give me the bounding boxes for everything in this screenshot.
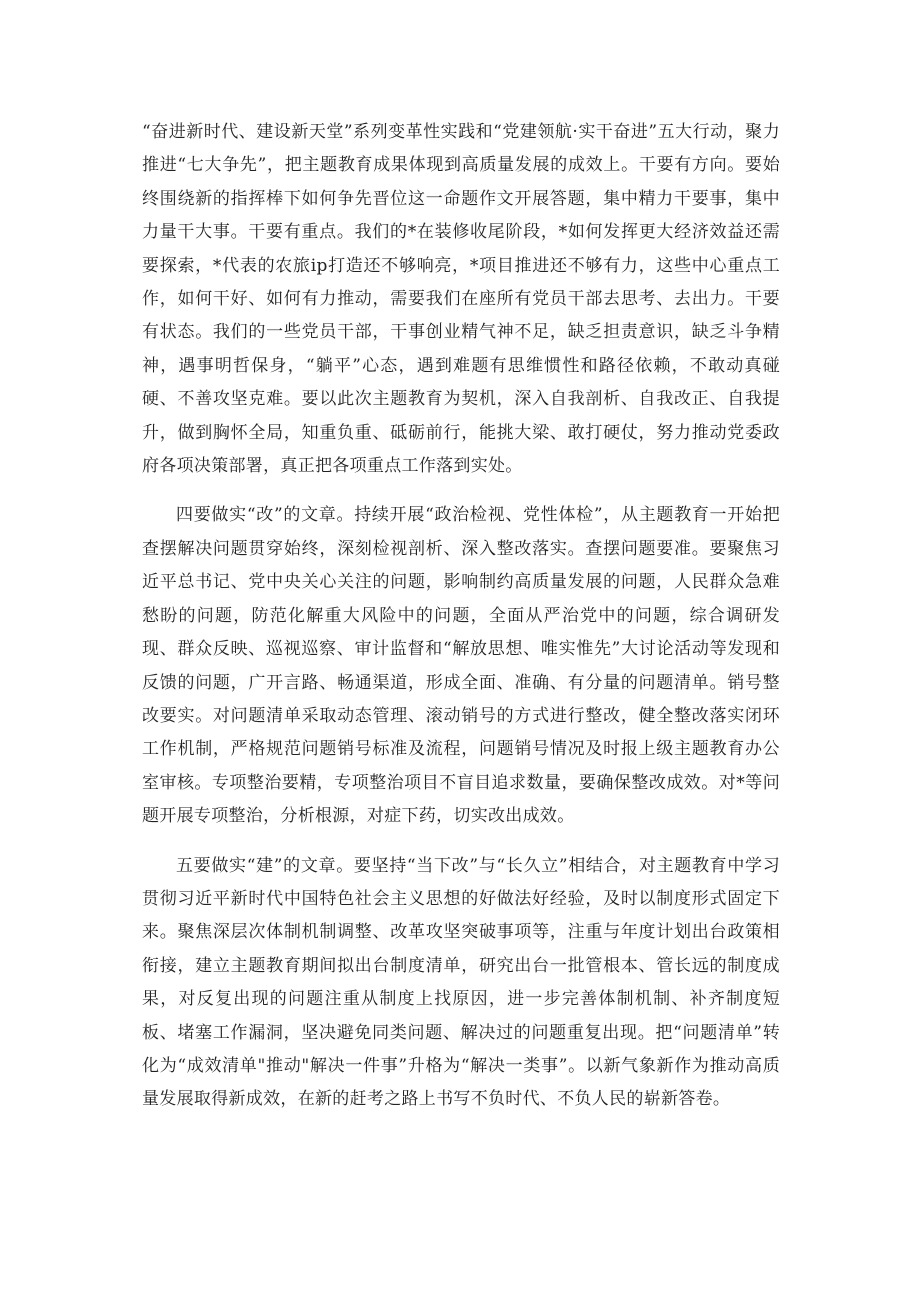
document-body xyxy=(142,116,780,1133)
paragraph-1: “奋进新时代、建设新天堂”系列变革性实践和“党建领航·实干奋进”五大行动，聚力推进“七大争先”，把主题教育成果体现到高质量发展的成效上。干要有方向。要始终围绕新的指挥棒下如何争先晋位这一命题作文开展答题，集中精力干要事，集中力量干大事。干要有重点。我们的*在装修收尾阶段，*如何发挥更大经济效益还需要探索，*代表的农旅ip打造还不够响亮，*项目推进还不够有力，这些中心重点工作，如何干好、如何有力推动，需要我们在座所有党员干部去思考、去出力。干要有状态。我们的一些党员干部，干事创业精气神不足，缺乏担责意识，缺乏斗争精神，遇事明哲保身，“躺平”心态，遇到难题有思维惯性和路径依赖，不敢动真碰硬、不善攻坚克难。要以此次主题教育为契机，深入自我剖析、自我改正、自我提升，做到胸怀全局，知重负重、砥砺前行，能挑大梁、敢打硬仗，努力推动党委政府各项决策部署，真正把各项重点工作落到实处。 xyxy=(142,122,780,477)
paragraph-2-gai: 四要做实“改”的文章。持续开展“政治检视、党性体检”，从主题教育一开始把查摆解决问题贯穿始终，深刻检视剖析、深入整改落实。查摆问题要准。要聚焦习近平总书记、党中央关心关注的问题，影响制约高质量发展的问题，人民群众急难愁盼的问题，防范化解重大风险中的问题，全面从严治党中的问题，综合调研发现、群众反映、巡视巡察、审计监督和“解放思想、唯实惟先”大讨论活动等发现和反馈的问题，广开言路、畅通渠道，形成全面、准确、有分量的问题清单。销号整改要实。对问题清单采取动态管理、滚动销号的方式进行整改，健全整改落实闭环工作机制，严格规范问题销号标准及流程，问题销号情况及时报上级主题教育办公室审核。专项整治要精，专项整治项目不盲目追求数量，要确保整改成效。对*等问题开展专项整治，分析根源，对症下药，切实改出成效。 xyxy=(142,505,780,827)
paragraph-3-jian: 五要做实“建”的文章。要坚持“当下改”与“长久立”相结合，对主题教育中学习贯彻习近平新时代中国特色社会主义思想的好做法好经验，及时以制度形式固定下来。聚焦深层次体制机制调整、改革攻坚突破事项等，注重与年度计划出台政策相衔接，建立主题教育期间拟出台制度清单，研究出台一批管根本、管长远的制度成果，对反复出现的问题注重从制度上找原因，进一步完善体制机制、补齐制度短板、堵塞工作漏洞，坚决避免同类问题、解决过的问题重复出现。把“问题清单”转化为“成效清单"推动"解决一件事”升格为“解决一类事”。以新气象新作为推动高质量发展取得新成效，在新的赶考之路上书写不负时代、不负人民的崭新答卷。 xyxy=(142,855,780,1110)
